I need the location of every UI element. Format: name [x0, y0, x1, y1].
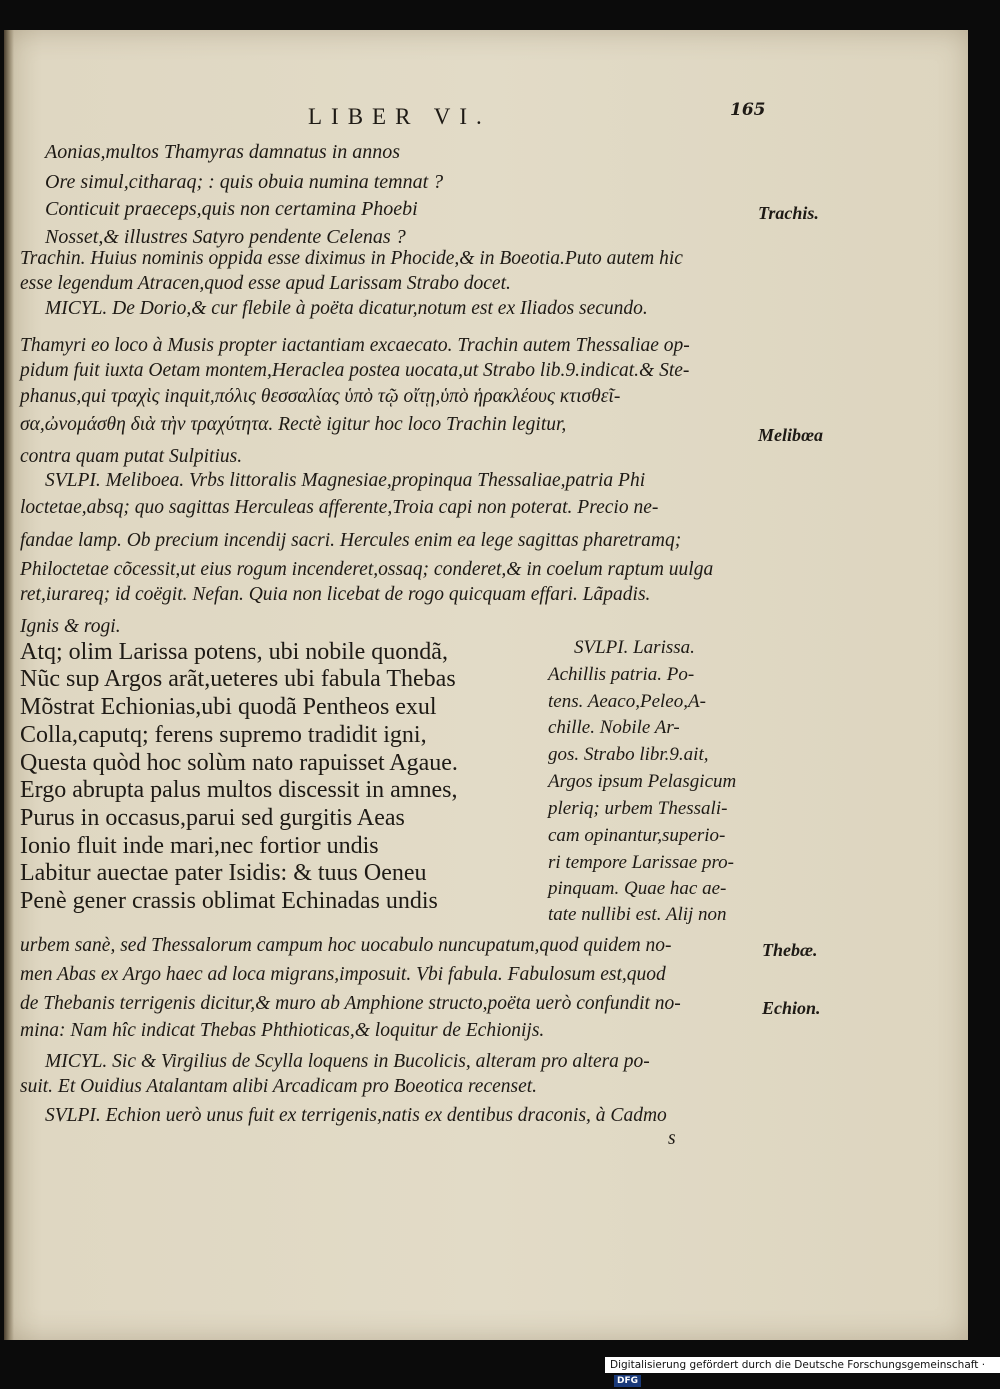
page-gutter-shadow — [4, 30, 14, 1340]
commentary-line: Trachin. Huius nominis oppida esse diximus in Phocide,& in Boeotia.Puto autem hic — [20, 248, 683, 269]
commentary-line: σα,ὠνομάσθη διὰ τὴν τραχύτητα. Rectè igitur hoc loco Trachin legitur, — [20, 414, 567, 435]
commentary-line: loctetae,absq; quo sagittas Herculeas afferente,Troia capi non poterat. Precio ne- — [20, 497, 659, 518]
margin-note-trachis: Trachis. — [758, 203, 819, 223]
commentary-line: Philoctetae cõcessit,ut eius rogum incenderet,ossaq; conderet,& in coelum raptum uulga — [20, 559, 714, 580]
verse-line: Aonias,multos Thamyras damnatus in annos — [45, 141, 401, 163]
commentary-line: Ignis & rogi. — [20, 616, 121, 637]
note-column-line: ri tempore Larissae pro- — [548, 852, 734, 873]
commentary-line: MICYL. Sic & Virgilius de Scylla loquens in Bucolicis, alteram pro altera po- — [45, 1051, 650, 1072]
footer-text: Digitalisierung gefördert durch die Deutsche Forschungsgemeinschaft · — [610, 1359, 986, 1371]
main-verse-line: Purus in occasus,parui sed gurgitis Aeas — [20, 805, 405, 831]
main-verse-line: Ergo abrupta palus multos discessit in amnes, — [20, 777, 458, 803]
main-verse-line: Ionio fluit inde mari,nec fortior undis — [20, 833, 379, 859]
verse-line: Nosset,& illustres Satyro pendente Celenas ? — [45, 226, 406, 248]
catchword: s — [668, 1128, 676, 1149]
commentary-line: suit. Et Ouidius Atalantam alibi Arcadicam pro Boeotica recenset. — [20, 1076, 538, 1097]
main-verse-line: Atq; olim Larissa potens, ubi nobile quondã, — [20, 639, 448, 665]
main-verse-line: Labitur auectae pater Isidis: & tuus Oeneu — [20, 860, 427, 886]
main-verse-line: Mõstrat Echionias,ubi quodã Pentheos exul — [20, 694, 437, 720]
verse-line: Ore simul,citharaq; : quis obuia numina temnat ? — [45, 171, 444, 193]
note-column-line: gos. Strabo libr.9.ait, — [548, 744, 709, 765]
commentary-line: mina: Nam hîc indicat Thebas Phthioticas,& loquitur de Echionijs. — [20, 1020, 545, 1041]
commentary-line: SVLPI. Echion uerò unus fuit ex terrigenis,natis ex dentibus draconis, à Cadmo — [45, 1105, 667, 1126]
running-head: LIBER VI. — [308, 104, 491, 129]
commentary-line: phanus,qui τραχὶς inquit,πόλις θεσσαλίας ὑπὸ τῷ οἴτῃ,ὑπὸ ἡρακλέους κτισθεῖ- — [20, 386, 621, 407]
dfg-logo-icon: DFG — [614, 1375, 641, 1387]
note-column-line: pleriq; urbem Thessali- — [548, 798, 728, 819]
commentary-line: fandae lamp. Ob precium incendij sacri. Hercules enim ea lege sagittas pharetramq; — [20, 530, 682, 551]
commentary-line: MICYL. De Dorio,& cur flebile à poëta dicatur,notum est ex Iliados secundo. — [45, 298, 648, 319]
margin-note-thebae: Thebæ. — [762, 940, 818, 960]
note-column-line: Argos ipsum Pelasgicum — [548, 771, 737, 792]
note-column-line: Achillis patria. Po- — [548, 664, 695, 685]
commentary-line: Thamyri eo loco à Musis propter iactantiam excaecato. Trachin autem Thessaliae op- — [20, 335, 690, 356]
margin-note-echion: Echion. — [762, 998, 821, 1018]
commentary-line: SVLPI. Meliboea. Vrbs littoralis Magnesiae,propinqua Thessaliae,patria Phi — [45, 470, 646, 491]
commentary-line: men Abas ex Argo haec ad loca migrans,imposuit. Vbi fabula. Fabulosum est,quod — [20, 964, 666, 985]
digitization-footer — [605, 1357, 1000, 1386]
commentary-line: esse legendum Atracen,quod esse apud Larissam Strabo docet. — [20, 273, 511, 294]
commentary-line: contra quam putat Sulpitius. — [20, 446, 243, 467]
commentary-line: pidum fuit iuxta Oetam montem,Heraclea postea uocata,ut Strabo lib.9.indicat.& Ste- — [20, 360, 690, 381]
main-verse-line: Penè gener crassis oblimat Echinadas undis — [20, 888, 438, 914]
note-column-line: tens. Aeaco,Peleo,A- — [548, 691, 706, 712]
main-verse-line: Colla,caputq; ferens supremo tradidit igni, — [20, 722, 427, 748]
note-column-line: chille. Nobile Ar- — [548, 717, 680, 738]
commentary-line: urbem sanè, sed Thessalorum campum hoc uocabulo nuncupatum,quod quidem no- — [20, 935, 672, 956]
commentary-line: de Thebanis terrigenis dicitur,& muro ab Amphione structo,poëta uerò confundit no- — [20, 993, 681, 1014]
note-column-line: tate nullibi est. Alij non — [548, 904, 727, 925]
margin-note-meliboea: Melibœa — [758, 425, 823, 445]
note-column-line: cam opinantur,superio- — [548, 825, 726, 846]
commentary-line: ret,iurareq; id coëgit. Nefan. Quia non licebat de rogo quicquam effari. Lãpadis. — [20, 584, 651, 605]
folio-number: 165 — [730, 100, 766, 120]
note-column-line: SVLPI. Larissa. — [574, 637, 695, 658]
main-verse-line: Nũc sup Argos arãt,ueteres ubi fabula Thebas — [20, 666, 456, 692]
main-verse-line: Questa quòd hoc solùm nato rapuisset Agaue. — [20, 750, 458, 776]
verse-line: Conticuit praeceps,quis non certamina Phoebi — [45, 198, 418, 220]
note-column-line: pinquam. Quae hac ae- — [548, 878, 727, 899]
